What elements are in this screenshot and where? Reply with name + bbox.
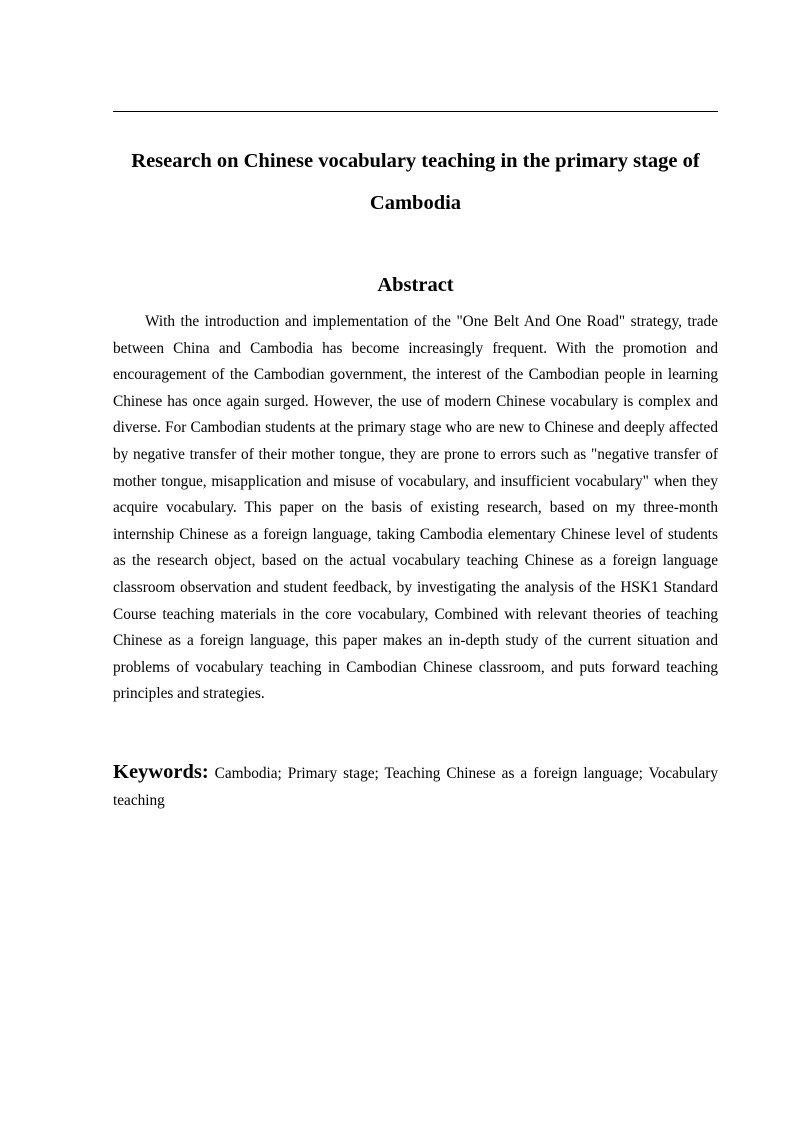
keywords-label: Keywords: <box>113 761 209 783</box>
keywords-text: Cambodia; Primary stage; Teaching Chinese as a foreign language; Vocabulary teaching <box>113 765 718 809</box>
keywords-paragraph <box>113 759 718 814</box>
abstract-heading: Abstract <box>377 274 454 296</box>
abstract-text: With the introduction and implementation of the "One Belt And One Road" strategy, trade between China and Cambodia has become increasingly frequent. With the promotion and encouragement of the Cambodian government, the interest of the Cambodian people in learning Chinese has once again surged. However, the use of modern Chinese vocabulary is complex and diverse. For Cambodian students at the primary stage who are new to Chinese and deeply affected by negative transfer of their mother tongue, they are prone to errors such as "negative transfer of mother tongue, misapplication and misuse of vocabulary, and insufficient vocabulary" when they acquire vocabulary. This paper on the basis of existing research, based on my three-month internship Chinese as a foreign language, taking Cambodia elementary Chinese level of students as the research object, based on the actual vocabulary teaching Chinese as a foreign language classroom observation and student feedback, by investigating the analysis of the HSK1 Standard Course teaching materials in the core vocabulary, Combined with relevant theories of teaching Chinese as a foreign language, this paper makes an in-depth study of the current situation and problems of vocabulary teaching in Cambodian Chinese classroom, and puts forward teaching principles and strategies. <box>113 313 718 703</box>
header-rule <box>113 111 718 112</box>
paper-title: Research on Chinese vocabulary teaching in the primary stage of Cambodia <box>131 150 700 214</box>
